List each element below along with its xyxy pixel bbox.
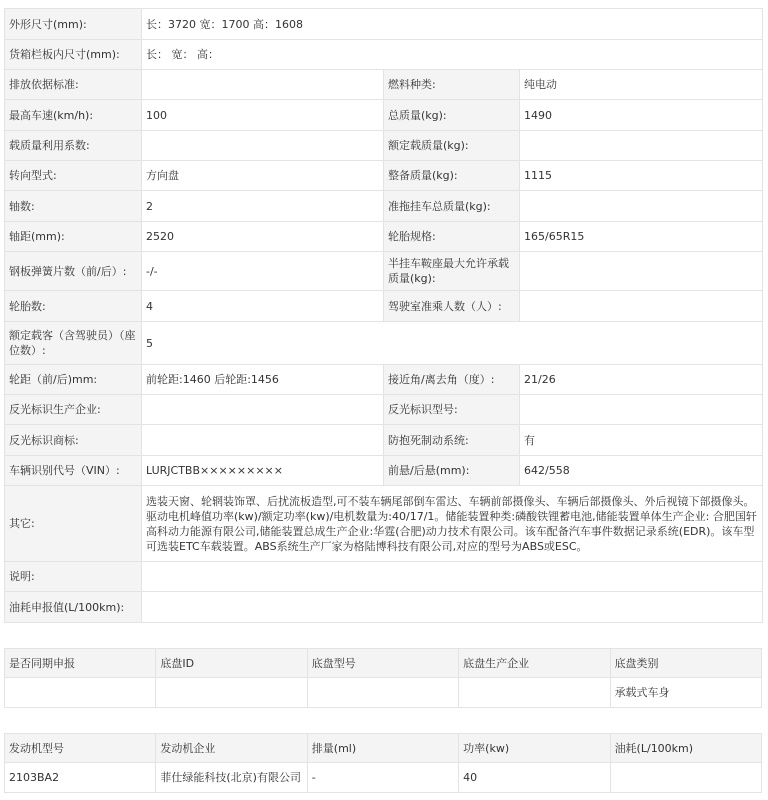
chassis-header-cell: 底盘ID xyxy=(156,649,307,678)
rated-load-value xyxy=(520,131,763,161)
tire-count-value: 4 xyxy=(142,291,384,322)
spec-row-outer-dim xyxy=(5,9,763,40)
outer-dim-value: 长：3720 宽：1700 高：1608 xyxy=(142,9,763,40)
vin-label: 车辆识别代号（VIN）: xyxy=(5,456,142,486)
chassis-cell xyxy=(156,678,307,708)
leaf-spring-value: -/- xyxy=(142,252,384,291)
engine-cell: 菲仕绿能科技(北京)有限公司 xyxy=(156,763,307,793)
engine-table xyxy=(4,733,762,793)
wheelbase-label: 轴距(mm): xyxy=(5,222,142,252)
axles-value: 2 xyxy=(142,191,384,222)
cab-pass-label: 驾驶室准乘人数（人）: xyxy=(384,291,520,322)
spec-row-wheelbase xyxy=(5,222,763,252)
wheelbase-value: 2520 xyxy=(142,222,384,252)
overhang-value: 642/558 xyxy=(520,456,763,486)
spec-row-other xyxy=(5,486,763,562)
total-mass-label: 总质量(kg): xyxy=(384,100,520,131)
other-value: 选装天窗、轮辋装饰罩、后扰流板造型,可不装车辆尾部倒车雷达、车辆前部摄像头、车辆后部摄像头、外后视镜下部摄像头。驱动电机峰值功率(kw)/额定功率(kw)/电机数量为:40/17/1。储能装置种类:磷酸铁锂蓄电池,储能装置单体生产企业: 合肥国轩高科动力能源有限公司,储能装置总成生产企业:华霆(合肥)动力技术有限公司。该车配备汽车事件数据记录系统(EDR)。该车型可选装ETC车载装置。ABS系统生产厂家为格陆博科技有限公司,对应的型号为ABS或ESC。 xyxy=(142,486,763,562)
saddle-value xyxy=(520,252,763,291)
emission-value xyxy=(142,70,384,100)
spec-row-tire-count xyxy=(5,291,763,322)
spec-row-vin xyxy=(5,456,763,486)
spec-row-cargo-dim xyxy=(5,40,763,70)
chassis-header-cell: 底盘类别 xyxy=(610,649,761,678)
rated-load-label: 额定载质量(kg): xyxy=(384,131,520,161)
cargo-dim-value: 长： 宽： 高： xyxy=(142,40,763,70)
fuel-value: 纯电动 xyxy=(520,70,763,100)
note-label: 说明: xyxy=(5,562,142,592)
overhang-label: 前悬/后悬(mm): xyxy=(384,456,520,486)
spec-row-reflect-brand xyxy=(5,425,763,456)
saddle-label: 半挂车鞍座最大允许承载质量(kg): xyxy=(384,252,520,291)
total-mass-value: 1490 xyxy=(520,100,763,131)
vin-value: LURJCTBB××××××××× xyxy=(142,456,384,486)
leaf-spring-label: 钢板弹簧片数（前/后）: xyxy=(5,252,142,291)
chassis-header-row xyxy=(5,649,762,678)
chassis-table xyxy=(4,648,762,708)
chassis-cell xyxy=(307,678,458,708)
abs-value: 有 xyxy=(520,425,763,456)
table-row xyxy=(5,763,762,793)
outer-dim-label: 外形尺寸(mm): xyxy=(5,9,142,40)
abs-label: 防抱死制动系统: xyxy=(384,425,520,456)
trailer-mass-label: 准拖挂车总质量(kg): xyxy=(384,191,520,222)
spec-row-track xyxy=(5,365,763,395)
angle-label: 接近角/离去角（度）: xyxy=(384,365,520,395)
reflect-model-label: 反光标识型号: xyxy=(384,395,520,425)
spec-row-speed xyxy=(5,100,763,131)
curb-mass-label: 整备质量(kg): xyxy=(384,161,520,191)
emission-label: 排放依据标准: xyxy=(5,70,142,100)
engine-cell: 2103BA2 xyxy=(5,763,156,793)
engine-header-row xyxy=(5,734,762,763)
engine-header-cell: 排量(ml) xyxy=(307,734,458,763)
reflect-brand-label: 反光标识商标: xyxy=(5,425,142,456)
chassis-cell xyxy=(459,678,610,708)
spec-row-axles xyxy=(5,191,763,222)
spec-row-note xyxy=(5,562,763,592)
load-util-label: 载质量利用系数: xyxy=(5,131,142,161)
reflect-maker-label: 反光标识生产企业: xyxy=(5,395,142,425)
max-speed-value: 100 xyxy=(142,100,384,131)
vehicle-spec-table xyxy=(4,8,763,623)
fuel-use-label: 油耗申报值(L/100km): xyxy=(5,592,142,623)
chassis-cell xyxy=(5,678,156,708)
engine-header-cell: 发动机型号 xyxy=(5,734,156,763)
curb-mass-value: 1115 xyxy=(520,161,763,191)
max-speed-label: 最高车速(km/h): xyxy=(5,100,142,131)
steering-label: 转向型式: xyxy=(5,161,142,191)
spec-row-steering xyxy=(5,161,763,191)
cargo-dim-label: 货箱栏板内尺寸(mm): xyxy=(5,40,142,70)
engine-header-cell: 功率(kw) xyxy=(459,734,610,763)
angle-value: 21/26 xyxy=(520,365,763,395)
load-util-value xyxy=(142,131,384,161)
rated-pass-label: 额定载客（含驾驶员）（座位数）: xyxy=(5,322,142,365)
cab-pass-value xyxy=(520,291,763,322)
track-value: 前轮距:1460 后轮距:1456 xyxy=(142,365,384,395)
rated-pass-value: 5 xyxy=(142,322,763,365)
fuel-use-value xyxy=(142,592,763,623)
reflect-model-value xyxy=(520,395,763,425)
spec-row-reflect-maker xyxy=(5,395,763,425)
note-value xyxy=(142,562,763,592)
engine-cell: 40 xyxy=(459,763,610,793)
engine-cell: - xyxy=(307,763,458,793)
tire-spec-label: 轮胎规格: xyxy=(384,222,520,252)
reflect-maker-value xyxy=(142,395,384,425)
engine-header-cell: 油耗(L/100km) xyxy=(610,734,761,763)
spec-row-fuel-use xyxy=(5,592,763,623)
trailer-mass-value xyxy=(520,191,763,222)
chassis-header-cell: 底盘型号 xyxy=(307,649,458,678)
chassis-header-cell: 是否同期申报 xyxy=(5,649,156,678)
fuel-label: 燃料种类: xyxy=(384,70,520,100)
reflect-brand-value xyxy=(142,425,384,456)
engine-cell xyxy=(610,763,761,793)
steering-value: 方向盘 xyxy=(142,161,384,191)
spec-row-load xyxy=(5,131,763,161)
table-row xyxy=(5,678,762,708)
track-label: 轮距（前/后)mm: xyxy=(5,365,142,395)
spec-row-rated-pass xyxy=(5,322,763,365)
tire-count-label: 轮胎数: xyxy=(5,291,142,322)
spec-row-leaf-spring xyxy=(5,252,763,291)
axles-label: 轴数: xyxy=(5,191,142,222)
chassis-cell: 承载式车身 xyxy=(610,678,761,708)
spec-row-emission xyxy=(5,70,763,100)
chassis-header-cell: 底盘生产企业 xyxy=(459,649,610,678)
engine-header-cell: 发动机企业 xyxy=(156,734,307,763)
other-label: 其它: xyxy=(5,486,142,562)
tire-spec-value: 165/65R15 xyxy=(520,222,763,252)
